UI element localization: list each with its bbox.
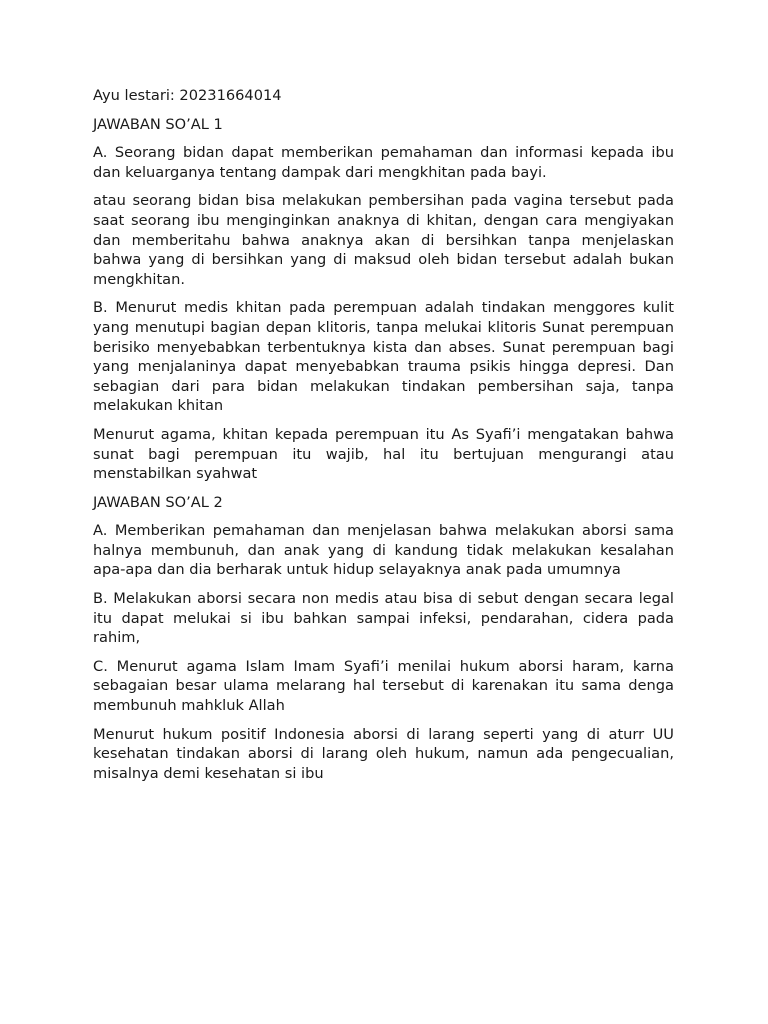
- paragraph: B. Menurut medis khitan pada perempuan adalah tindakan menggores kulit yang menutupi bagian depan klitoris, tanpa melukai klitoris Sunat perempuan berisiko menyebabkan terbentuknya kista dan abses. Sunat perempuan bagi yang menjalaninya dapat menyebabkan trauma psikis hingga depresi. Dan sebagian dari para bidan melakukan tindakan pembersihan saja, tanpa melakukan khitan: [93, 299, 674, 415]
- paragraph: B. Melakukan aborsi secara non medis atau bisa di sebut dengan secara legal itu dapat melukai si ibu bahkan sampai infeksi, pendarahan, cidera pada rahim,: [93, 590, 674, 647]
- paragraph: Menurut agama, khitan kepada perempuan itu As Syafi’i mengatakan bahwa sunat bagi perempuan itu wajib, hal itu bertujuan mengurangi atau menstabilkan syahwat: [93, 425, 674, 483]
- section-heading-1: JAWABAN SO’AL 1: [93, 115, 223, 133]
- paragraph: A. Seorang bidan dapat memberikan pemahaman dan informasi kepada ibu dan keluarganya tentang dampak dari mengkhitan pada bayi.: [93, 144, 674, 181]
- paragraph: atau seorang bidan bisa melakukan pembersihan pada vagina tersebut pada saat seorang ibu menginginkan anaknya di khitan, dengan cara mengiyakan dan memberitahu bahwa anaknya akan di bersihkan tanpa menjelaskan bahwa yang di bersihkan yang di maksud oleh bidan tersebut adalah bukan mengkhitan.: [93, 192, 674, 288]
- section-heading-2: JAWABAN SO’AL 2: [93, 493, 223, 511]
- paragraph: A. Memberikan pemahaman dan menjelasan bahwa melakukan aborsi sama halnya membunuh, dan anak yang di kandung tidak melakukan kesalahan apa-apa dan dia berharak untuk hidup selayaknya anak pada umumnya: [93, 522, 674, 579]
- paragraph: C. Menurut agama Islam Imam Syafi’i menilai hukum aborsi haram, karna sebagaian besar ulama melarang hal tersebut di karenakan itu sama denga membunuh mahkluk Allah: [93, 657, 674, 715]
- document-page: [93, 86, 674, 792]
- paragraph: Menurut hukum positif Indonesia aborsi di larang seperti yang di aturr UU kesehatan tindakan aborsi di larang oleh hukum, namun ada pengecualian, misalnya demi kesehatan si ibu: [93, 725, 674, 782]
- author-header: Ayu lestari: 20231664014: [93, 87, 282, 104]
